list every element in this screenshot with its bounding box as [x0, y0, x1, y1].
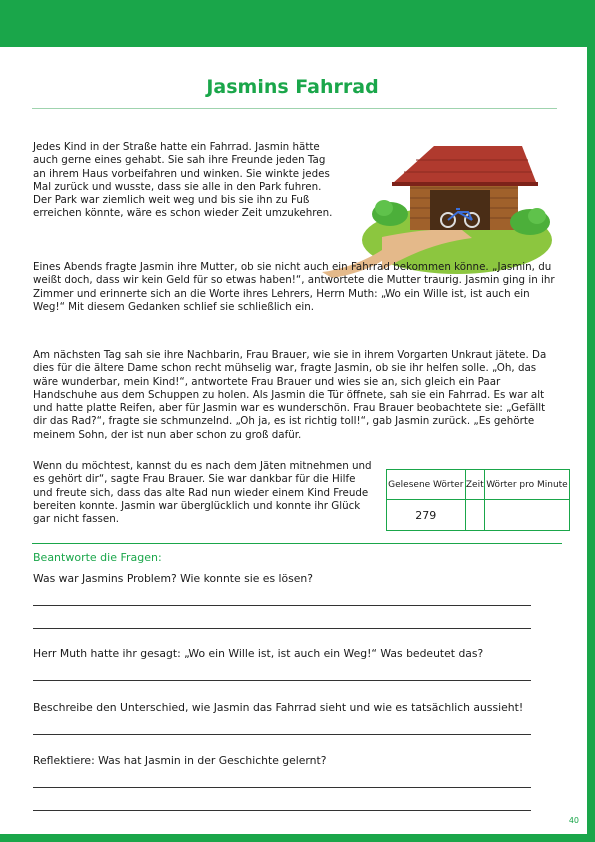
question-1: Was war Jasmins Problem? Wie konnte sie es lösen? — [33, 572, 313, 585]
answer-line[interactable] — [33, 810, 531, 811]
page-number: 40 — [568, 816, 579, 825]
header-words-read: Gelesene Wörter — [387, 470, 466, 500]
title-divider — [32, 108, 557, 109]
story-paragraph-3: Am nächsten Tag sah sie ihre Nachbarin, Frau Brauer, wie sie in ihrem Vorgarten Unkraut jätete. Da dies für die ältere Dame schon recht mühselig war, fragte Jasmin, ob sie ihr helfen solle. „Oh, das wäre wunderbar, mein Kind!“, antwortete Frau Brauer und wies sie an, sich gleich ein Paar Handschuhe aus dem Schuppen zu holen. Als Jasmin die Tür öffnete, sah sie ein Fahrrad. Es war alt und hatte platte Reifen, aber für Jasmin war es wunderschön. Frau Brauer beobachtete sie: „Gefällt dir das Rad?“, fragte sie schmunzelnd. „Oh ja, es ist richtig toll!“, gab Jasmin zurück. „Es gehörte meinem Sohn, der ist nun aber schon zu groß dafür. — [33, 349, 547, 441]
question-4: Reflektiere: Was hat Jasmin in der Geschichte gelernt? — [33, 754, 327, 767]
answer-line[interactable] — [33, 628, 531, 629]
header-words-per-minute: Wörter pro Minute — [484, 470, 569, 500]
cell-words-per-minute[interactable] — [484, 500, 569, 531]
page-title: Jasmins Fahrrad — [206, 76, 379, 98]
bottom-border-bar — [0, 834, 595, 842]
header-time: Zeit — [465, 470, 484, 500]
answer-line[interactable] — [33, 787, 531, 788]
top-border-bar — [0, 0, 595, 47]
questions-heading: Beantworte die Fragen: — [33, 551, 162, 564]
table-header-row — [387, 470, 570, 500]
question-3: Beschreibe den Unterschied, wie Jasmin das Fahrrad sieht und wie es tatsächlich aussieht! — [33, 701, 524, 714]
answer-line[interactable] — [33, 605, 531, 606]
questions-divider — [32, 543, 562, 544]
answer-line[interactable] — [33, 680, 531, 681]
story-paragraph-2: Eines Abends fragte Jasmin ihre Mutter, ob sie nicht auch ein Fahrrad bekommen könne. „Jasmin, du weißt doch, dass wir kein Geld für so etwas haben!“, antwortete die Mutter traurig. Jasmin ging in ihr Zimmer und erinnerte sich an die Worte ihres Lehrers, Herrn Muth: „Wo ein Wille ist, ist auch ein Weg!“ Mit diesem Gedanken schlief sie schließlich ein. — [33, 261, 555, 313]
question-2: Herr Muth hatte ihr gesagt: „Wo ein Wille ist, ist auch ein Weg!“ Was bedeutet das? — [33, 647, 484, 660]
cell-words-read: 279 — [387, 500, 466, 531]
shed-with-bicycle-illustration — [322, 132, 554, 278]
answer-line[interactable] — [33, 734, 531, 735]
cell-time[interactable] — [465, 500, 484, 531]
reading-speed-table — [386, 469, 570, 531]
table-row — [387, 500, 570, 531]
story-paragraph-4: Wenn du möchtest, kannst du es nach dem Jäten mitnehmen und es gehört dir“, sagte Frau Brauer. Sie war dankbar für die Hilfe und freute sich, dass das alte Rad nun wieder einem Kind Freude bereiten konnte. Jasmin war überglücklich und konnte ihr Glück gar nicht fassen. — [33, 460, 372, 526]
right-border-bar — [587, 47, 595, 842]
story-paragraph-1: Jedes Kind in der Straße hatte ein Fahrrad. Jasmin hätte auch gerne eines gehabt. Sie sah ihre Freunde jeden Tag an ihrem Haus vorbeifahren und winken. Sie winkte jedes Mal zurück und wusste, dass sie alle in den Park fuhren. Der Park war ziemlich weit weg und bis sie ihn zu Fuß erreichen könnte, wäre es schon wieder Zeit umzukehren. — [33, 141, 333, 220]
